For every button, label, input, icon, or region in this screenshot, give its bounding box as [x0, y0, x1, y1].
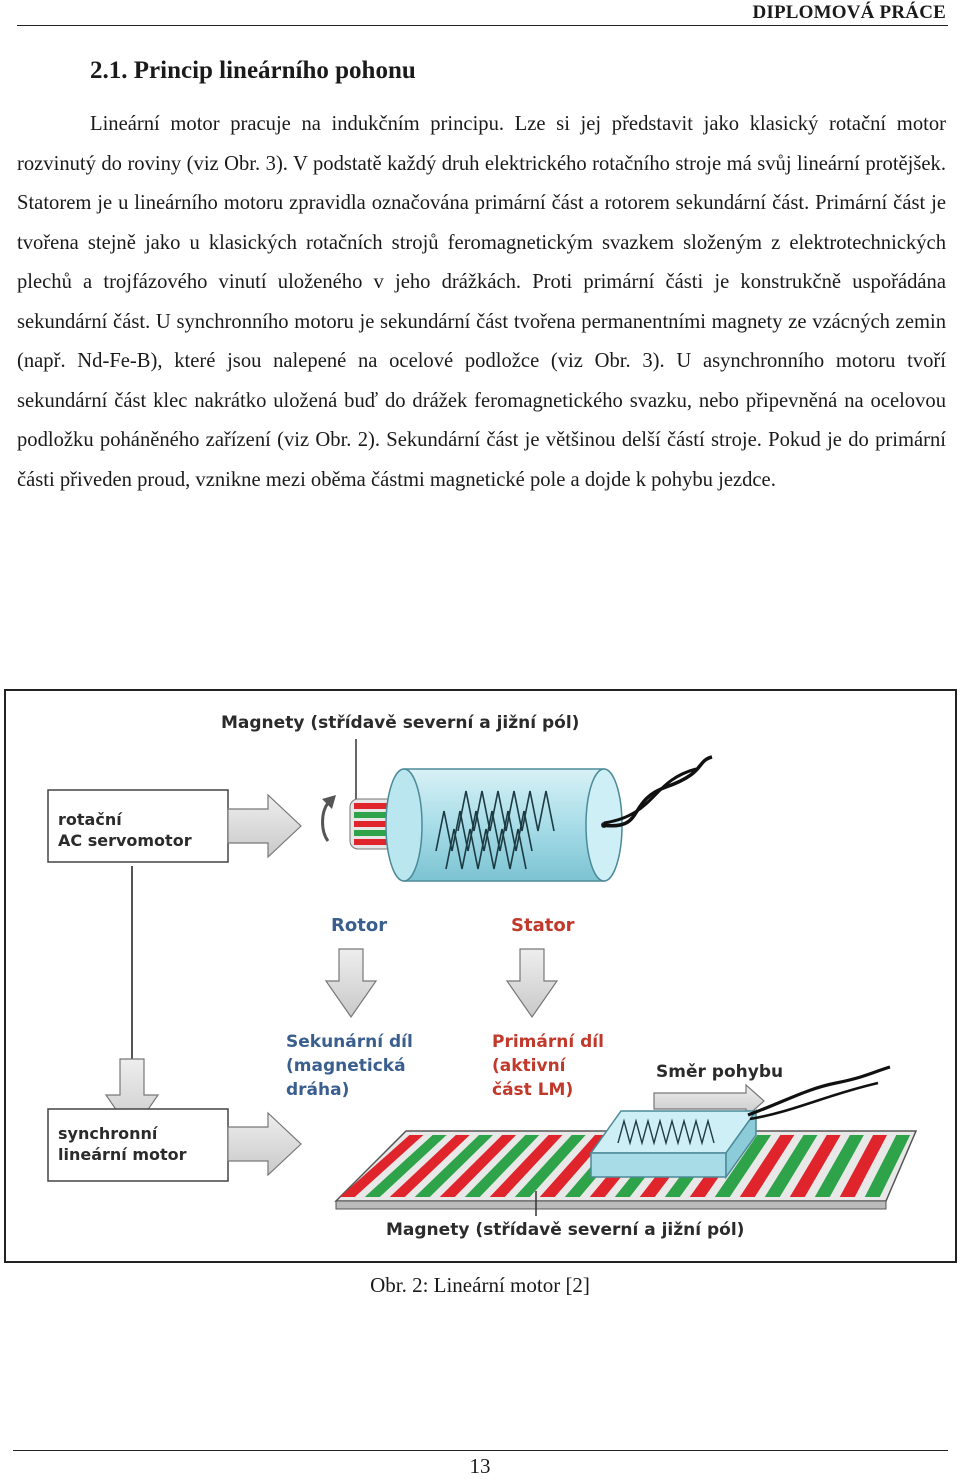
footer-rule — [13, 1450, 948, 1451]
figure-caption: Obr. 2: Lineární motor [2] — [370, 1273, 590, 1297]
right-arrow-icon — [228, 795, 301, 857]
linear-label-line2: lineární motor — [58, 1145, 187, 1164]
page-number: 13 — [469, 1454, 491, 1478]
stator-label: Stator — [511, 915, 575, 936]
top-magnets-label: Magnety (střídavě severní a jižní pól) — [221, 713, 580, 733]
rotary-label-line1: rotační — [58, 810, 122, 829]
secondary-label-line2: (magnetická — [286, 1056, 406, 1076]
down-arrow-rotor-icon — [326, 949, 376, 1017]
figure-illustration — [6, 691, 959, 1265]
linear-label-line1: synchronní — [58, 1124, 158, 1143]
figure — [4, 689, 957, 1263]
right-arrow-bottom-icon — [228, 1113, 301, 1175]
direction-label: Směr pohybu — [656, 1062, 784, 1082]
primary-label-line3: část LM) — [492, 1080, 574, 1100]
section-heading: 2.1. Princip lineárního pohonu — [90, 57, 416, 84]
rotary-label-line2: AC servomotor — [58, 831, 192, 850]
stator-cylinder — [386, 769, 622, 881]
document-header: DIPLOMOVÁ PRÁCE — [752, 2, 946, 23]
paragraph: Lineární motor pracuje na indukčním principu. Lze si jej představit jako klasický rotační motor rozvinutý do roviny (viz Obr. 3). V podstatě každý druh elektrického rotačního stroje má svůj lineární protějšek. Statorem je u lineárního motoru zpravidla označována primární část a rotorem sekundární část. Primární část je tvořena stejně jako u klasických rotačních strojů feromagnetickým svazkem složeným z elektrotechnických plechů a trojfázového vinutí uloženého v jeho drážkách. Proti primární části je konstrukčně uspořádána sekundární část. U synchronního motoru je sekundární část tvořena permanentními magnety ze vzácných zemin (např. Nd-Fe-B), které jsou nalepené na ocelové podložce (viz Obr. 3). U asynchronního motoru tvoří sekundární část klec nakrátko uložená buď do drážek feromagnetického svazku, nebo připevněná na ocelovou podložku poháněného zařízení (viz Obr. 2). Sekundární část je většinou delší částí stroje. Pokud je do primární části přiveden proud, vznikne mezi oběma částmi magnetické pole a dojde k pohybu jezdce. — [17, 113, 946, 491]
primary-label-line1: Primární díl — [492, 1032, 604, 1052]
rotor-label: Rotor — [331, 915, 388, 936]
primary-part-block — [591, 1111, 756, 1177]
bottom-magnets-label: Magnety (střídavě severní a jižní pól) — [386, 1220, 745, 1240]
secondary-label-line3: dráha) — [286, 1080, 350, 1100]
secondary-label-line1: Sekunární díl — [286, 1032, 413, 1052]
down-arrow-stator-icon — [507, 949, 557, 1017]
body-text — [17, 105, 946, 500]
rotation-arc-icon — [323, 803, 328, 841]
primary-label-line2: (aktivní — [492, 1056, 566, 1076]
header-rule — [17, 25, 948, 26]
